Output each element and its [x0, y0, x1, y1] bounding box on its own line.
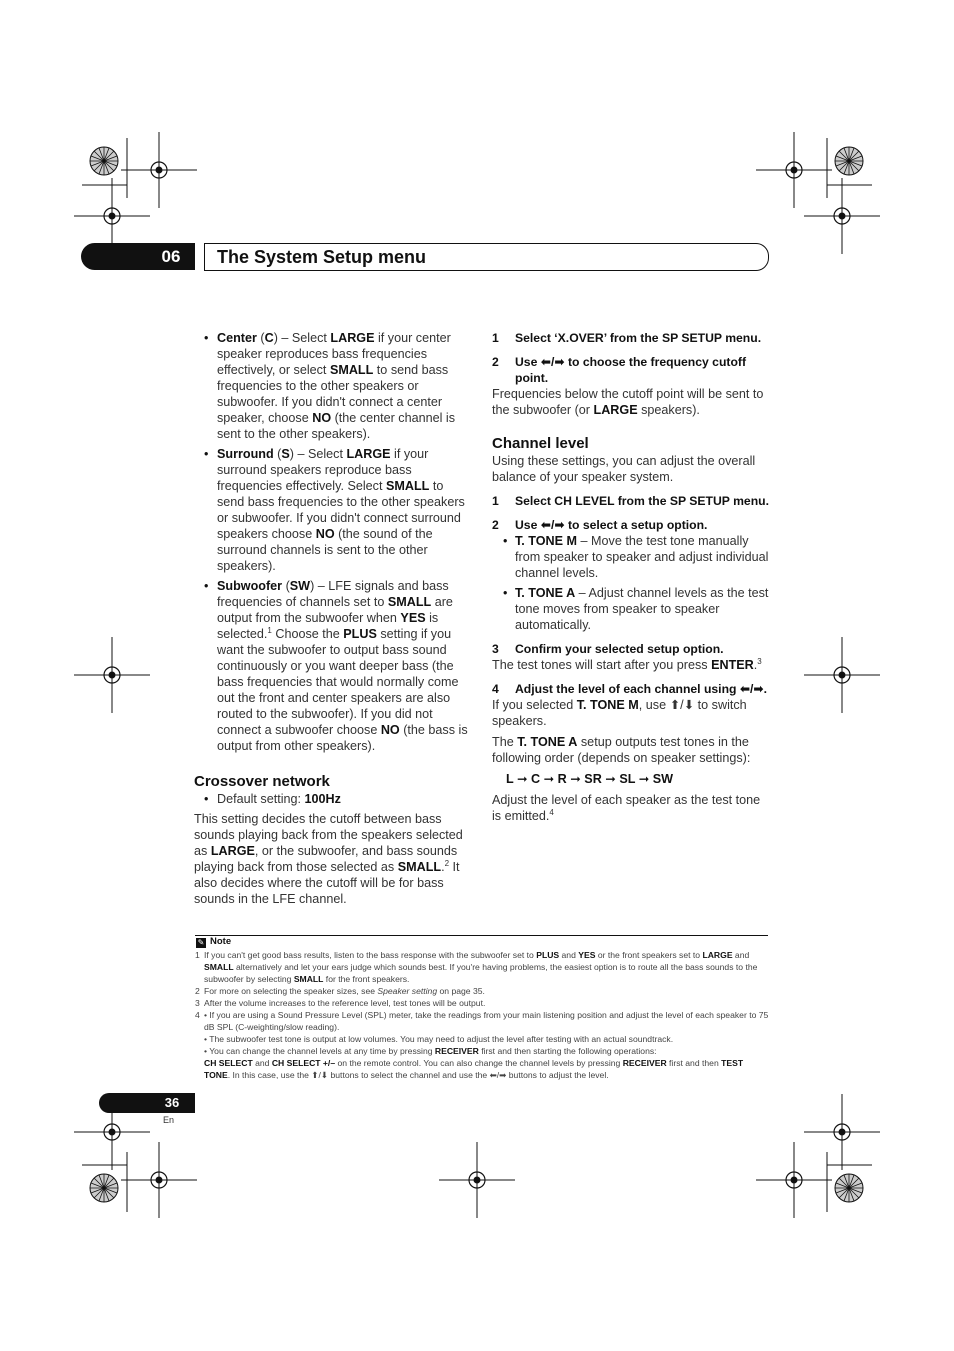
- crop-mark-bottom-right: [756, 1094, 880, 1218]
- xover-step-1: 1 Select ‘X.OVER’ from the SP SETUP menu.: [492, 331, 762, 345]
- footnote-3: 3 After the volume increases to the reference level, test tones will be output.: [195, 998, 486, 1008]
- crop-mark-bottom-center: [439, 1142, 515, 1218]
- crop-mark-mid-left: [74, 637, 150, 713]
- option-t-tone-a: • T. TONE A – Adjust channel levels as the test tone moves from speaker to speaker automatically.: [492, 585, 770, 633]
- channel-step-4-body-3: Adjust the level of each speaker as the test tone is emitted.$^4$: [492, 793, 761, 823]
- crop-mark-mid-right: [804, 637, 880, 713]
- list-item-surround: • Surround (S) – Select LARGE if your surround speakers reproduce bass frequencies effectively. Select SMALL to send bass frequencies to the other speakers or subwoofer. If you didn't connect surround speakers choose NO (the sound of the surround channels is sent to the other speakers).: [194, 446, 470, 574]
- xover-step-2: 2 Use ⬅/➡ to choose the frequency cutoff point.: [492, 355, 747, 385]
- left-column: [194, 330, 470, 907]
- crop-mark-top-left: [74, 132, 197, 254]
- channel-step-4-body-2: The T. TONE A setup outputs test tones in the following order (depends on speaker settings):: [492, 735, 751, 765]
- speaker-size-list: [194, 330, 470, 754]
- list-item-subwoofer: • Subwoofer (SW) – LFE signals and bass frequencies of channels set to SMALL are output from the subwoofer when YES is selected.$^1$ Choose the PLUS setting if you want the subwoofer to output bass sound continuously or you want deeper bass (the bass frequencies that would normally come out the front and center speakers are also routed to the subwoofer). If you did not connect a subwoofer choose NO (the bass is output from other speakers).: [194, 578, 470, 754]
- channel-step-1: 1 Select CH LEVEL from the SP SETUP menu.: [492, 494, 769, 508]
- footnote-4-b: • The subwoofer test tone is output at low volumes. You may need to adjust the level after testing with an actual soundtrack.: [204, 1034, 674, 1044]
- setup-option-list: [492, 533, 770, 633]
- footnotes: [195, 949, 770, 1081]
- note-divider: [195, 935, 768, 936]
- crossover-default-list: [194, 791, 470, 807]
- right-column: [492, 330, 770, 824]
- page-number: 36: [164, 1095, 180, 1110]
- xover-step-2-body: Frequencies below the cutoff point will be sent to the subwoofer (or LARGE speakers).: [492, 387, 764, 417]
- list-item-center: • Center (C) – Select LARGE if your center speaker reproduces bass frequencies effectively, or select SMALL to send bass frequencies to the other speakers or subwoofer. If you didn't connect a center speaker, choose NO (the center channel is sent to the other speakers).: [194, 330, 470, 442]
- channel-step-2: 2 Use ⬅/➡ to select a setup option.: [492, 518, 708, 532]
- crossover-description: This setting decides the cutoff between bass sounds playing back from the speakers selected as LARGE, or the subwoofer, and bass sounds playing back from those selected as SMALL.$^2$ It also decides where the cutoff will be for bass sounds in the LFE channel.: [194, 812, 463, 906]
- footnote-2: 2 For more on selecting the speaker sizes, see Speaker setting on page 35.: [195, 986, 485, 996]
- section-title-channel-level: Channel level: [492, 435, 589, 452]
- section-title-crossover: Crossover network: [194, 773, 330, 790]
- channel-step-3-body: The test tones will start after you press ENTER.$^3$: [492, 656, 762, 672]
- page-title: The System Setup menu: [217, 247, 427, 267]
- footnote-1: 1 If you can't get good bass results, listen to the bass response with the subwoofer set to PLUS and YES or the front speakers set to LARGE and SMALL alternatively and let your ears judge which sounds best. If you're having problems, the easiest option is to route all the bass sounds to the subwoofer by selecting SMALL for the front speakers.: [195, 950, 758, 984]
- chapter-title-box: [204, 243, 769, 271]
- footnote-4-c: • You can change the channel levels at any time by pressing RECEIVER first and then starting the following operations:: [204, 1046, 657, 1056]
- pencil-icon: ✎: [197, 938, 205, 947]
- test-tone-sequence: L ➞ C ➞ R ➞ SR ➞ SL ➞ SW: [506, 772, 674, 786]
- chapter-number: 06: [161, 247, 181, 266]
- channel-level-intro: Using these settings, you can adjust the overall balance of your speaker system.: [492, 454, 756, 484]
- note-heading: ✎ Note: [197, 936, 232, 947]
- channel-step-4: 4 Adjust the level of each channel using ⬅/➡.: [492, 682, 768, 696]
- list-item-default-setting: • Default setting: 100Hz: [194, 791, 470, 807]
- page-language: En: [163, 1115, 175, 1125]
- footnote-4-d: CH SELECT and CH SELECT +/– on the remote control. You can also change the channel levels by pressing RECEIVER first and then TEST TONE. In this case, use the ⬆/⬇ buttons to select the channel and use the ⬅/➡ buttons to adjust the level.: [204, 1058, 744, 1080]
- channel-step-4-body-1: If you selected T. TONE M, use ⬆/⬇ to switch speakers.: [492, 698, 747, 728]
- footnote-4: 4 • If you are using a Sound Pressure Level (SPL) meter, take the readings from your main listening position and adjust the level of each speaker to 75 dB SPL (C-weighting/slow reading).: [195, 1010, 769, 1032]
- speaker-setting-reference: Speaker setting: [377, 986, 438, 996]
- channel-step-3: 3 Confirm your selected setup option.: [492, 642, 724, 656]
- option-t-tone-m: • T. TONE M – Move the test tone manually from speaker to speaker and adjust individual channel levels.: [492, 533, 770, 581]
- crop-mark-top-right: [756, 132, 880, 254]
